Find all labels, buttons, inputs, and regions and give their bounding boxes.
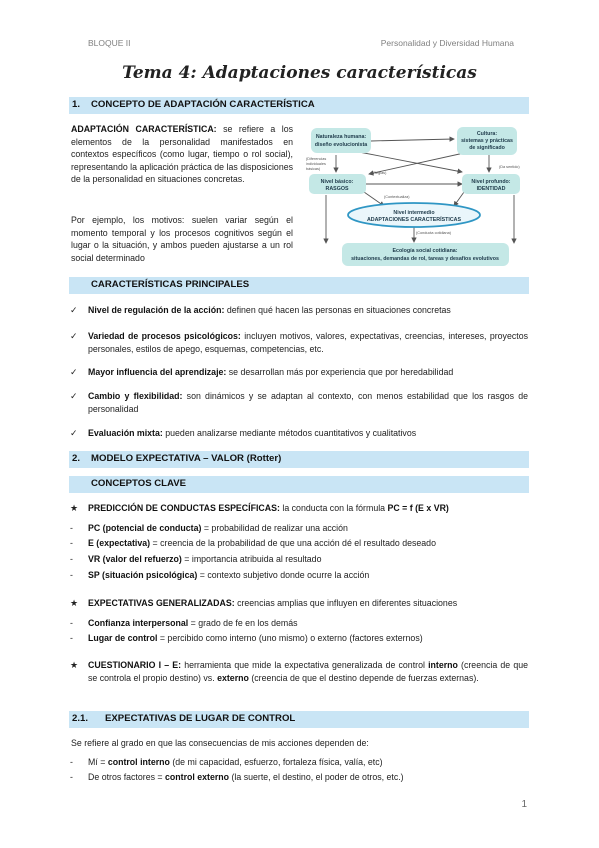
- check-icon: ✓: [70, 391, 78, 401]
- node-naturaleza: [311, 128, 371, 153]
- svg-text:Nivel básico:: Nivel básico:: [320, 179, 354, 185]
- svg-text:situaciones, demandas de rol,: situaciones, demandas de rol, tareas y desafíos evolutivos: [351, 256, 499, 262]
- characteristics-heading: [69, 277, 529, 294]
- svg-text:individuales: individuales: [306, 162, 326, 166]
- star-icon: ★: [70, 598, 78, 608]
- header-block: BLOQUE II: [88, 38, 131, 48]
- svg-text:IDENTIDAD: IDENTIDAD: [476, 186, 506, 192]
- svg-text:(Reglas): (Reglas): [372, 171, 387, 175]
- dash-marker: -: [70, 554, 73, 564]
- svg-text:diseño evolucionista: diseño evolucionista: [314, 142, 368, 148]
- check-icon: ✓: [70, 428, 78, 438]
- characteristics-title: CARACTERÍSTICAS PRINCIPALES: [91, 279, 250, 290]
- node-intermedio: [348, 203, 480, 227]
- svg-text:Ecología social cotidiana:: Ecología social cotidiana:: [392, 248, 458, 254]
- svg-text:ADAPTACIONES CARACTERÍSTICAS: ADAPTACIONES CARACTERÍSTICAS: [366, 217, 462, 223]
- dash-marker: -: [70, 772, 73, 782]
- dash-marker: -: [70, 570, 73, 580]
- section-1-heading: [69, 97, 529, 114]
- dash-marker: -: [70, 523, 73, 533]
- header-subject: Personalidad y Diversidad Humana: [380, 38, 514, 48]
- dash-marker: -: [70, 538, 73, 548]
- svg-text:(Diferencias: (Diferencias: [306, 157, 327, 161]
- definition-text: se refiere a los elementos de la personalidad manifestados en contextos específicos (como lugar, tiempo o rol social), representando la aplicación práctica de las disposiciones de la personalidad en situaciones concretas.: [71, 124, 294, 185]
- svg-text:Naturaleza humana:: Naturaleza humana:: [315, 134, 367, 140]
- svg-text:de significado: de significado: [469, 145, 505, 151]
- svg-text:RASGOS: RASGOS: [325, 186, 349, 192]
- svg-text:Nivel profundo:: Nivel profundo:: [471, 179, 511, 185]
- section-2-1-number: 2.1.: [72, 713, 89, 724]
- example-paragraph: Por ejemplo, los motivos: suelen variar según el momento temporal y los procesos cognitivos según el lugar o la situación, y ambos pueden ajustarse a un rol social determinado: [71, 215, 293, 263]
- page-title: Tema 4: Adaptaciones características: [122, 63, 477, 83]
- check-icon: ✓: [70, 305, 78, 315]
- node-ecologia: [342, 243, 509, 266]
- definition-paragraph: [71, 123, 293, 186]
- svg-text:Cultura:: Cultura:: [476, 131, 498, 137]
- star-icon: ★: [70, 660, 78, 670]
- check-icon: ✓: [70, 331, 78, 341]
- star-icon: ★: [70, 503, 78, 513]
- key-concepts-title: CONCEPTOS CLAVE: [91, 478, 187, 489]
- dash-marker: -: [70, 633, 73, 643]
- svg-text:básicas): básicas): [306, 167, 321, 171]
- section-1-title: CONCEPTO DE ADAPTACIÓN CARACTERÍSTICA: [91, 99, 315, 110]
- page-number: 1: [521, 799, 527, 810]
- section-2-title: MODELO EXPECTATIVA – VALOR (Rotter): [91, 453, 282, 464]
- key-concepts-heading: [69, 476, 529, 493]
- svg-text:(Contextualiza): (Contextualiza): [384, 195, 410, 199]
- dash-marker: -: [70, 757, 73, 767]
- svg-text:sistemas y prácticas: sistemas y prácticas: [461, 138, 513, 144]
- node-rasgos: [309, 174, 366, 194]
- svg-text:(Da sentido): (Da sentido): [499, 165, 520, 169]
- dash-marker: -: [70, 618, 73, 628]
- check-icon: ✓: [70, 367, 78, 377]
- definition-term: ADAPTACIÓN CARACTERÍSTICA:: [71, 124, 217, 134]
- section-1-number: 1.: [72, 99, 81, 110]
- section-2-heading: [69, 451, 529, 468]
- svg-text:Nivel intermedio: Nivel intermedio: [393, 210, 435, 216]
- svg-text:(Conducta cotidiana): (Conducta cotidiana): [416, 231, 452, 235]
- node-identidad: [462, 174, 520, 194]
- node-cultura: [457, 127, 517, 155]
- locus-intro: Se refiere al grado en que las consecuencias de mis acciones dependen de:: [71, 738, 369, 748]
- section-2-1-title: EXPECTATIVAS DE LUGAR DE CONTROL: [105, 713, 296, 724]
- section-2-number: 2.: [72, 453, 81, 464]
- section-2-1-heading: [69, 711, 529, 728]
- adaptations-diagram: [304, 122, 534, 272]
